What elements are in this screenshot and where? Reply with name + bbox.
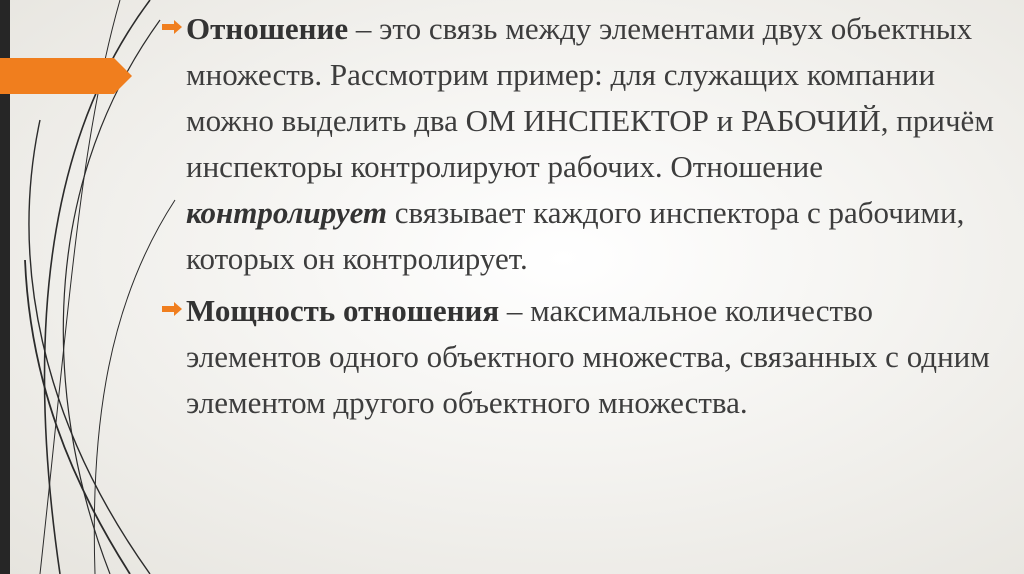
orange-arrow-bullet-icon: [162, 19, 182, 35]
term-cardinality: Мощность отношения: [186, 293, 500, 328]
accent-arrow-tab: [0, 58, 132, 94]
orange-arrow-bullet-icon: [162, 301, 182, 317]
emphasis-controls: контролирует: [186, 195, 388, 230]
cardinality-definition-text: – максимальное количество элементов одного объектного множества, связанных с одним элементом другого объектного множества.: [186, 293, 990, 420]
bullet-cardinality: [160, 288, 1000, 426]
term-relationship: Отношение: [186, 11, 349, 46]
slide-content: [160, 6, 1000, 432]
bullet-relationship: [160, 6, 1000, 282]
definition-text-part2: связывает каждого инспектора с рабочими, которых он контролирует.: [186, 195, 965, 276]
definition-text-part1: – это связь между элементами двух объектных множеств. Рассмотрим пример: для служащих компании можно выделить два ОМ ИНСПЕКТОР и РАБОЧИЙ, причём инспекторы контролируют рабочих. Отношение: [186, 11, 994, 184]
